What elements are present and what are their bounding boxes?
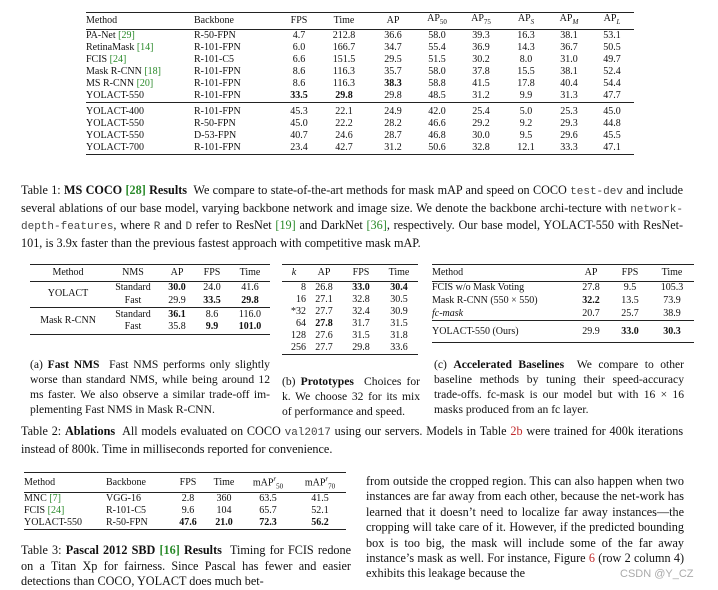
table-cell: 151.5 [332,53,356,65]
method-cell: RetinaMask [14] [86,41,154,53]
column-header: $AP_{75}$ [471,13,491,27]
table-cell: 41.6 [241,282,259,293]
column-header: AP [584,266,598,278]
column-header: $AP_L$ [603,13,621,27]
column-header: Time [333,14,355,26]
table-cell: 36.6 [384,29,402,41]
table-row [86,118,634,130]
table-cell: 39.3 [472,29,490,41]
table-cell: 116.0 [238,308,262,320]
table-cell: 29.9 [582,325,600,337]
method-cell: FCIS [24] [86,53,127,65]
table-row [86,142,634,155]
table-cell: YOLACT [47,288,89,300]
table-cell: 360 [216,493,232,505]
table-cell: 256 [291,341,306,353]
table-cell: 25.3 [560,105,578,117]
table-cell: 55.4 [428,41,446,53]
table-cell: 36.9 [472,41,490,53]
table-row [432,325,694,338]
table-cell: 29.6 [560,129,578,141]
table-3 [24,472,346,530]
watermark: CSDN @Y_CZ [620,568,694,580]
table-cell: 56.2 [311,517,329,529]
table-cell: 6.6 [292,53,306,65]
table-cell: Fast [124,294,142,306]
column-header: FPS [179,476,197,488]
table-cell: 28.2 [384,117,402,129]
column-header: Time [213,476,235,488]
table-cell: 128 [291,329,306,341]
table-cell: 29.5 [384,53,402,65]
table-row [282,318,418,330]
table-cell: 31.7 [352,317,370,329]
table-cell: 24.9 [384,105,402,117]
table-cell: 27.6 [315,329,333,341]
table-cell: 31.3 [560,89,578,101]
column-header: mAP$^r_{50}$ [252,475,284,491]
table-cell: 45.3 [290,105,308,117]
table-cell: AP [317,266,331,278]
table-cell: 32.8 [472,141,490,153]
table-cell: 37.8 [472,65,490,77]
table-cell: 38.3 [384,77,402,89]
table-1 [86,12,634,155]
table-row [282,306,418,318]
table-cell: 52.4 [603,65,621,77]
table-cell: 33.0 [621,325,639,337]
table-cell: 29.3 [560,117,578,129]
table-header-row [86,13,634,29]
table-cell: 50.5 [603,41,621,53]
table-cell: YOLACT-550 [86,129,144,141]
method-cell: FCIS [24] [24,505,65,517]
table-header-row [24,473,346,493]
table-1-caption: Table 1: MS COCO [28] Results We compare to state-of-the-art methods for mask mAP and speed on COCO test-dev and include several ablations of our base model, varying backbone network and image size. We denote the backbone archi-tecture with network-depth-features, where R and D refer to ResNet [19] and DarkNet [36], respectively. Our base model, YOLACT-550 with ResNet-101, is 3.9x faster than the previous fastest approach with competitive mask mAP. [21,183,684,250]
table-cell: 116.3 [332,65,356,77]
table-cell: 29.8 [384,89,402,101]
table-cell: 34.7 [384,41,402,53]
caption-title: MS COCO [64,183,123,197]
column-header: FPS [621,266,639,278]
body-paragraph: from outside the cropped region. This can also happen when two instances are far away from each other, because the net-work has learned that it doesn’t need to localize far away instances—the cropping will take care of it. However, if the predicted bounding box is too big, the mask will include some of the far away instance’s mask as well. For instance, Figure 6 (row 2 column 4) exhibits this leakage because the [366,474,685,581]
table-cell: 29.8 [241,294,259,306]
table-cell: 27.8 [315,317,333,329]
table-cell: 27.8 [582,282,600,293]
table-cell: Mask R-CNN [40,314,96,326]
citation-link[interactable]: [14] [134,41,154,53]
table-cell: 30.0 [472,129,490,141]
table-cell: 58.0 [428,65,446,77]
table-2a [30,264,270,335]
table-cell: 41.5 [311,493,329,505]
table-cell: R-101-C5 [106,505,146,517]
table-cell: 20.7 [582,307,600,319]
table-cell: 31.5 [352,329,370,341]
table-cell: 47.6 [179,517,197,529]
table-cell: YOLACT-400 [86,105,144,117]
table-cell: Fast [124,321,142,333]
column-header: Method [432,266,464,278]
citation-link[interactable]: [24] [107,53,127,65]
table-cell: 35.7 [384,65,402,77]
method-cell: YOLACT-550 [86,89,144,101]
method-cell: Mask R-CNN [18] [86,65,162,77]
table-cell: 30.3 [663,325,681,337]
table-cell: R-101-FPN [194,65,241,77]
table-cell: 46.8 [428,129,446,141]
table-cell: 16 [296,293,306,305]
table-2c [432,264,694,343]
table-cell: 48.5 [428,89,446,101]
table-cell: 58.0 [428,29,446,41]
table-cell: 8.6 [292,65,306,77]
table-cell: 72.3 [259,517,277,529]
table-cell: 105.3 [660,282,684,293]
table-cell: 15.5 [517,65,535,77]
table-cell: 32.4 [352,305,370,317]
table-cell: 32.2 [582,295,600,306]
table-cell: 29.9 [168,294,186,306]
table-cell: 2.8 [181,493,195,505]
table-row [432,282,694,295]
figure-ref-link[interactable]: 6 [588,551,595,566]
table-cell: 35.8 [168,321,186,333]
table-cell: 33.3 [560,141,578,153]
table-cell: 14.3 [517,41,535,53]
table-cell: 46.6 [428,117,446,129]
table-cell: 29.8 [352,341,370,353]
table-row [432,295,694,308]
table-cell: 31.8 [390,329,408,341]
table-cell: 41.5 [472,77,490,89]
table-cell: 33.5 [290,89,308,101]
table-cell: 52.1 [311,505,329,517]
table-cell: 9.5 [519,129,533,141]
table-cell: 30.2 [472,53,490,65]
table-cell: 45.0 [290,117,308,129]
table-cell: 9.2 [519,117,533,129]
table-2b [282,264,418,355]
table-2b-caption: (b) Prototypes Choices for k. We choose 32 for its mix of performance and speed. [282,375,420,418]
table-cell: 45.0 [603,105,621,117]
table-row [86,106,634,118]
table-cell: 30.9 [390,305,408,317]
citation-link[interactable]: [24] [45,505,65,517]
table-cell: 5.0 [519,105,533,117]
table-row [24,493,346,505]
column-header: $AP_{50}$ [427,13,447,27]
table-cell: 25.4 [472,105,490,117]
table-row [282,282,418,294]
table-cell: 31.5 [390,317,408,329]
table-cell: 36.7 [560,41,578,53]
table-cell: 27.7 [315,305,333,317]
citation-link[interactable]: [16] [159,543,180,557]
table-cell: 51.5 [428,53,446,65]
table-cell: 166.7 [332,41,356,53]
table-cell: 31.0 [560,53,578,65]
table-cell: FCIS w/o Mask Voting [432,282,525,293]
table-cell: R-101-FPN [194,105,241,117]
table-cell: R-101-FPN [194,41,241,53]
table-cell: 23.4 [290,141,308,153]
caption-label: Table 1: [21,183,61,197]
table-cell: 17.8 [517,77,535,89]
citation-link[interactable]: [7] [46,493,61,505]
table-cell: 38.1 [560,29,578,41]
table-cell: 42.0 [428,105,446,117]
table-cell: 26.8 [315,281,333,293]
table-cell: 25.7 [621,307,639,319]
table-cell: 44.8 [603,117,621,129]
table-row [86,78,634,90]
table-cell: 33.5 [203,294,221,306]
table-cell: R-101-FPN [194,89,241,101]
table-cell: R-50-FPN [106,517,148,529]
table-cell: 64 [296,317,306,329]
table-header-row [30,265,270,281]
table-cell: 30.5 [390,293,408,305]
table-cell: 13.5 [621,295,639,306]
table-cell: 30.4 [390,281,408,293]
table-cell: R-101-FPN [194,77,241,89]
table-cell: *32 [291,305,306,317]
column-header: AP [386,14,400,26]
table-row [86,54,634,66]
method-cell: MS R-CNN [20] [86,77,154,89]
table-cell: 27.1 [315,293,333,305]
table-ref-link[interactable]: 2b [510,424,523,438]
column-header: $AP_S$ [517,13,535,27]
table-cell: 21.0 [215,517,233,529]
table-cell: 49.7 [603,53,621,65]
table-cell: Time [388,266,410,278]
column-header: NMS [122,266,144,278]
table-cell: 47.1 [603,141,621,153]
table-cell: 29.2 [472,117,490,129]
column-header: Time [661,266,683,278]
column-header: Method [24,476,56,488]
table-cell: 212.8 [332,29,356,41]
citation-link[interactable]: [20] [134,77,154,89]
table-row [282,294,418,306]
column-header: Time [239,266,261,278]
table-cell: 38.9 [663,307,681,319]
table-cell: 22.2 [335,117,353,129]
table-cell: 58.8 [428,77,446,89]
table-cell: 9.5 [623,282,637,293]
table-2a-caption: (a) Fast NMS Fast NMS performs only slightly worse than standard NMS, while being around 12 ms faster. We also observe a similar trade-off im-plementing Fast NMS in Mask R-CNN. [30,358,270,416]
table-row [86,90,634,103]
method-cell: YOLACT-550 [24,517,82,529]
table-cell: 30.0 [168,282,186,293]
table-cell: 31.2 [472,89,490,101]
table-3-caption: Table 3: Pascal 2012 SBD [16] Results Timing for FCIS redone on a Titan Xp for fairness. Since Pascal has fewer and easier detections than COCO, YOLACT does much bet- [21,543,352,588]
table-cell: 101.0 [238,321,262,333]
table-cell: YOLACT-700 [86,141,144,153]
table-2c-caption: (c) Accelerated Baselines We compare to other baseline methods by tuning their speed-accuracy trade-offs. fc-mask is our model but with 16 × 16 masks produced from an fc layer. [434,358,685,416]
table-cell: 32.8 [352,293,370,305]
table-cell: 104 [216,505,232,517]
citation-link[interactable]: [28] [125,183,146,197]
table-cell: 33.6 [390,341,408,353]
column-header: $AP_M$ [559,13,579,27]
table-cell: 16.3 [517,29,535,41]
table-cell: 63.5 [259,493,277,505]
column-header: FPS [203,266,221,278]
table-cell: 8.6 [205,308,219,320]
table-cell: k [291,266,297,278]
table-cell: YOLACT-550 [86,117,144,129]
table-cell: 47.7 [603,89,621,101]
table-cell: 22.1 [335,105,353,117]
table-cell: 4.7 [292,29,306,41]
citation-link[interactable]: [19] [275,218,296,232]
table-cell: fc-mask [432,307,464,319]
table-row [86,42,634,54]
column-header: Backbone [194,14,234,26]
table-cell: 24.0 [203,282,221,293]
table-cell: 42.7 [335,141,353,153]
table-cell: 65.7 [259,505,277,517]
table-cell: 53.1 [603,29,621,41]
table-row [86,30,634,42]
table-header-row [432,265,694,281]
table-cell: YOLACT-550 (Ours) [432,325,519,337]
table-row [30,308,270,321]
table-cell: 45.5 [603,129,621,141]
table-cell: 8 [301,281,306,293]
table-cell: R-50-FPN [194,117,236,129]
column-header: AP [170,266,184,278]
citation-link[interactable]: [36] [366,218,387,232]
table-row [432,308,694,321]
table-row [86,66,634,78]
column-header: Backbone [106,476,146,488]
table-cell: FPS [352,266,370,278]
table-cell: 8.6 [292,77,306,89]
column-header: Method [52,266,84,278]
table-cell: 9.9 [205,321,219,333]
method-cell: MNC [7] [24,493,61,505]
table-row [282,342,418,355]
table-cell: 28.7 [384,129,402,141]
table-cell: 29.8 [335,89,353,101]
table-cell: 40.7 [290,129,308,141]
table-cell: 73.9 [663,295,681,306]
column-header: Method [86,14,118,26]
table-cell: 50.6 [428,141,446,153]
table-cell: 8.0 [519,53,533,65]
table-cell: 38.1 [560,65,578,77]
method-cell: PA-Net [29] [86,29,135,41]
table-cell: R-101-C5 [194,53,234,65]
table-row [86,130,634,142]
column-header: FPS [290,14,308,26]
table-cell: R-101-FPN [194,141,241,153]
column-header: mAP$^r_{70}$ [304,475,336,491]
table-cell: D-53-FPN [194,129,237,141]
table-cell: 27.7 [315,341,333,353]
table-cell: 54.4 [603,77,621,89]
table-cell: Standard [115,308,151,320]
table-cell: 116.3 [332,77,356,89]
table-cell: 6.0 [292,41,306,53]
table-cell: R-50-FPN [194,29,236,41]
citation-link[interactable]: [18] [141,65,162,77]
table-row [24,505,346,517]
table-cell: VGG-16 [106,493,141,505]
table-cell: 9.9 [519,89,533,101]
table-cell: 33.0 [352,281,370,293]
table-row [30,282,270,295]
citation-link[interactable]: [29] [115,29,135,41]
table-cell: 31.2 [384,141,402,153]
table-cell: 24.6 [335,129,353,141]
table-row [24,517,346,530]
table-2-caption: Table 2: Ablations All models evaluated on COCO val2017 using our servers. Models in Table 2b were trained for 400k iterations instead of 800k. Time in milliseconds reported for convenience. [21,424,684,456]
table-cell: Mask R-CNN (550 × 550) [432,295,538,306]
table-cell: 36.1 [168,308,186,320]
table-cell: 40.4 [560,77,578,89]
table-row [282,330,418,342]
table-cell: Standard [115,282,151,293]
table-header-row [282,265,418,281]
table-cell: 9.6 [181,505,195,517]
table-cell: 12.1 [517,141,535,153]
